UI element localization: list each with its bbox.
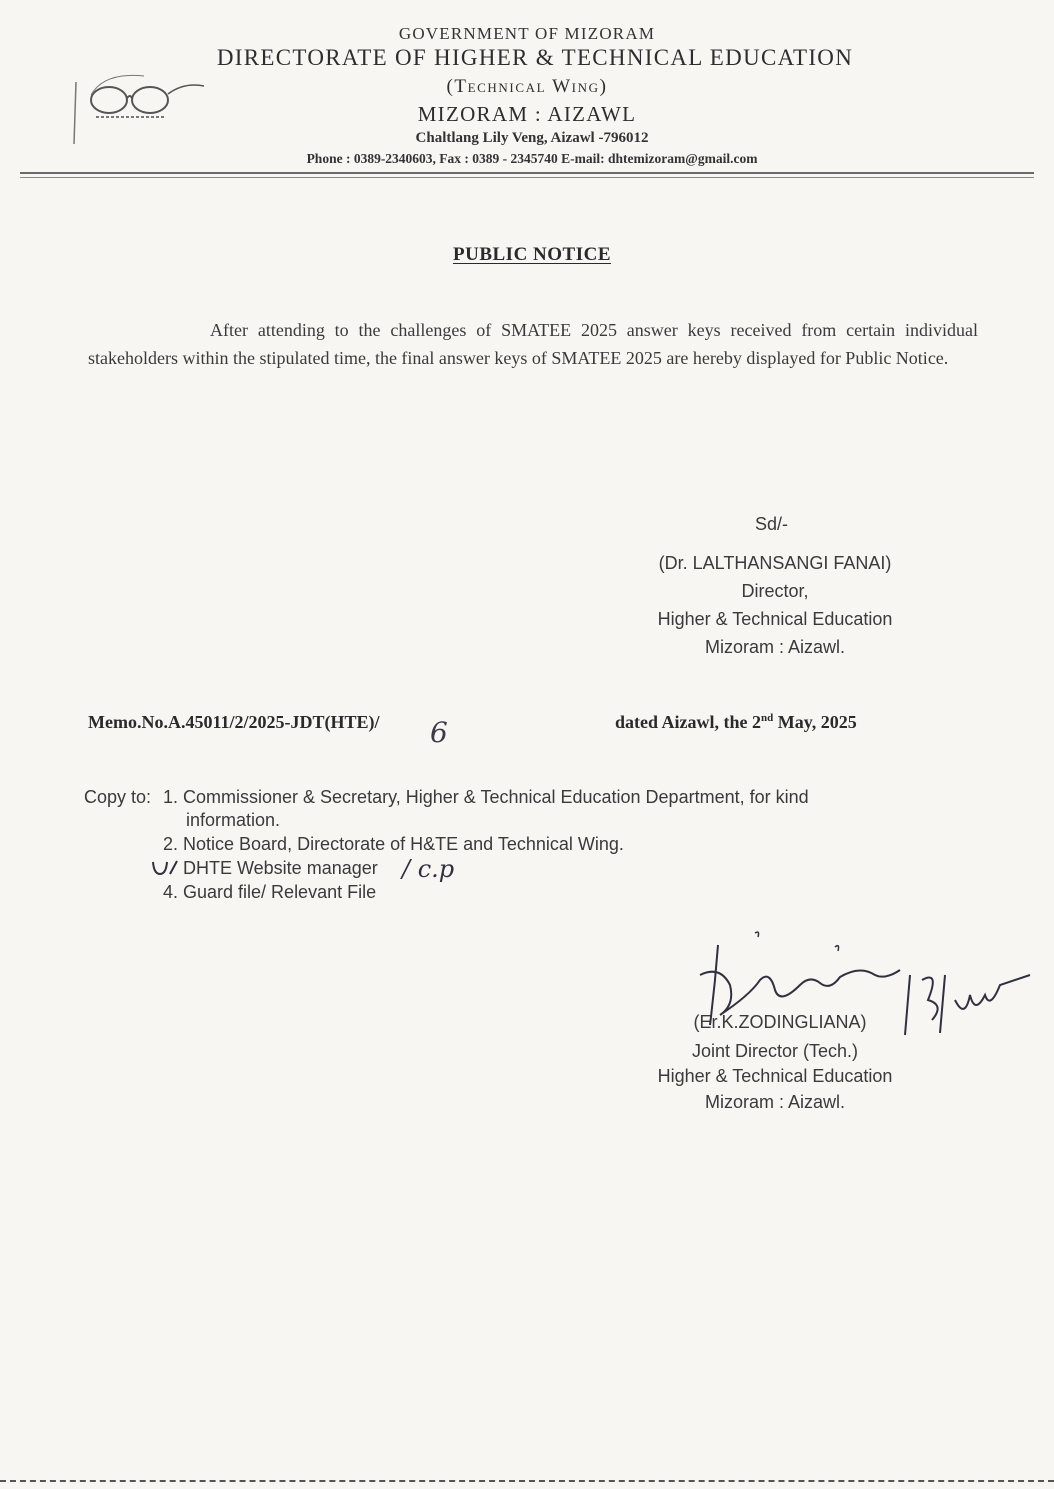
director-name: (Dr. LALTHANSANGI FANAI) (658, 553, 892, 573)
letterhead-wing: (Technical Wing) (446, 76, 608, 97)
director-department: Higher & Technical Education (657, 609, 893, 629)
copy-item-4: 4. Guard file/ Relevant File (163, 882, 377, 902)
letterhead-city: MIZORAM : AIZAWL (417, 102, 637, 126)
copy-item-1-continued: information. (186, 810, 281, 830)
memo-date: dated Aizawl, the 2nd May, 2025 (615, 712, 857, 732)
copy-item-2: 2. Notice Board, Directorate of H&TE and Technical Wing. (163, 834, 624, 854)
copy-item-3-handwritten-note: / c.p (402, 855, 455, 883)
joint-director-name: (Er.K.ZODINGLIANA) (693, 1012, 867, 1032)
memo-handwritten-number: 6 (430, 716, 448, 749)
joint-director-department: Higher & Technical Education (657, 1066, 893, 1086)
letterhead-contact: Phone : 0389-2340603, Fax : 0389 - 2345740 E-mail: dhtemizoram@gmail.com (306, 151, 758, 166)
header-divider-thin (20, 177, 1034, 178)
director-place: Mizoram : Aizawl. (704, 637, 846, 657)
letterhead-directorate: DIRECTORATE OF HIGHER & TECHNICAL EDUCATION (216, 45, 854, 70)
page-bottom-edge (0, 1480, 1054, 1482)
notice-body: After attending to the challenges of SMATEE 2025 answer keys received from certain individual stakeholders within the stipulated time, the final answer keys of SMATEE 2025 are hereby displayed for Public Notice. (88, 320, 978, 368)
copy-item-1: 1. Commissioner & Secretary, Higher & Technical Education Department, for kind (163, 787, 809, 807)
header-divider (20, 172, 1034, 174)
joint-director-designation: Joint Director (Tech.) (691, 1041, 859, 1061)
notice-title: PUBLIC NOTICE (453, 244, 611, 265)
copy-item-3: DHTE Website manager (183, 858, 378, 878)
handwritten-tick-icon (150, 858, 178, 880)
director-designation: Director, (741, 581, 809, 601)
memo-number: Memo.No.A.45011/2/2025-JDT(HTE)/ (88, 712, 380, 732)
letterhead-government: GOVERNMENT OF MIZORAM (398, 24, 656, 43)
copy-to-label: Copy to: (84, 787, 152, 807)
signed-mark: Sd/- (755, 514, 789, 534)
letterhead-address: Chaltlang Lily Veng, Aizawl -796012 (415, 130, 649, 146)
joint-director-place: Mizoram : Aizawl. (704, 1092, 846, 1112)
